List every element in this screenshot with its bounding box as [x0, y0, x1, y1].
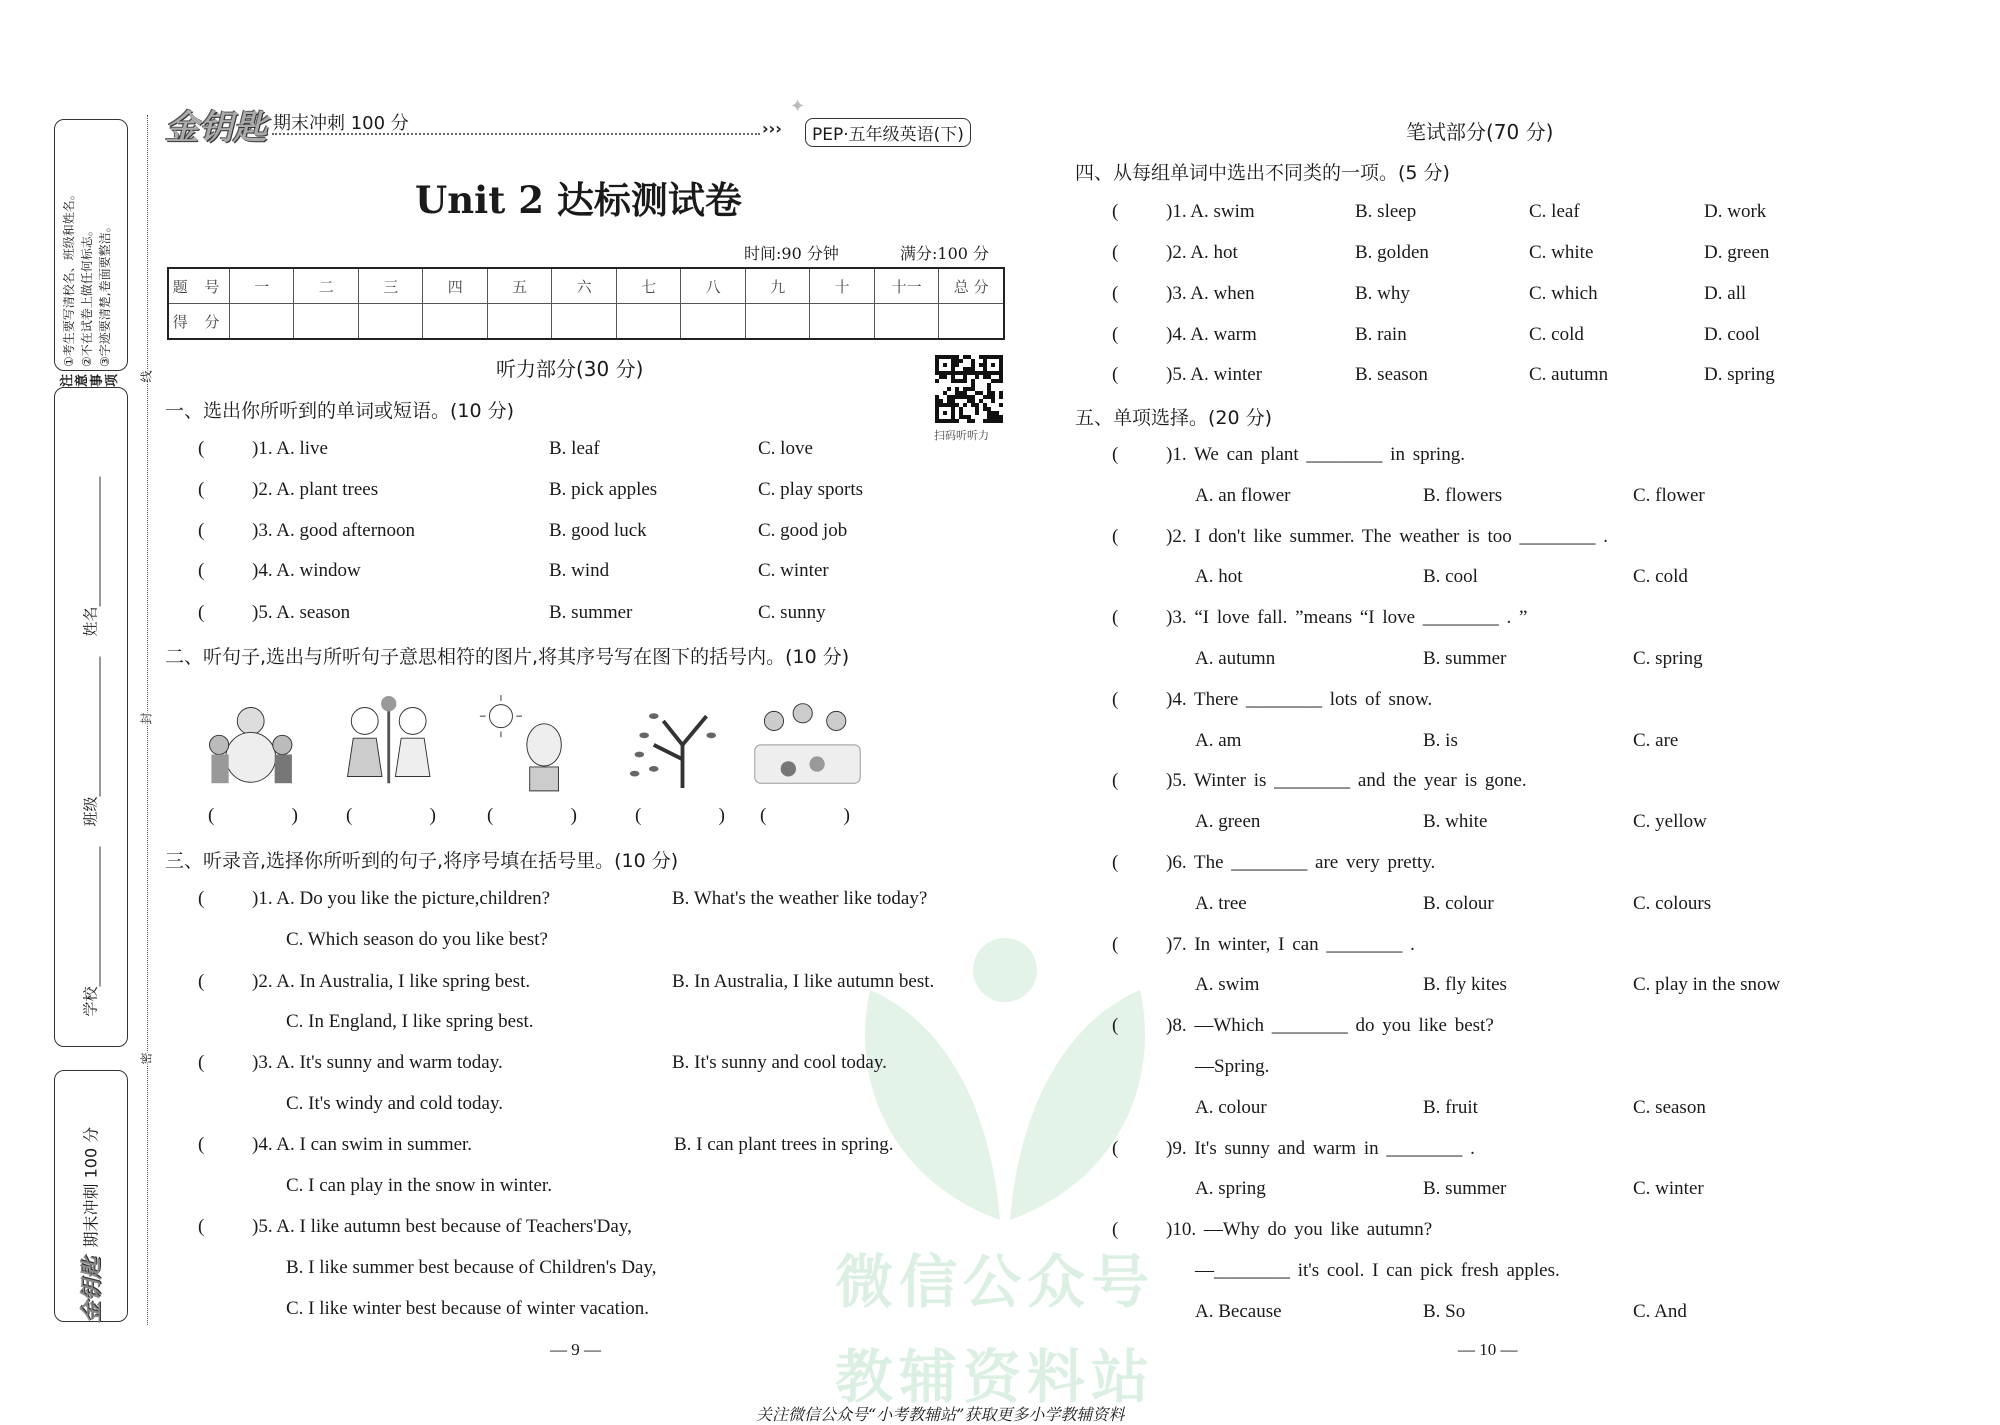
option-d[interactable]: D. all: [1704, 283, 1747, 304]
option-b[interactable]: B. leaf: [549, 438, 600, 459]
page-number-left: — 9 —: [550, 1340, 601, 1359]
option-c[interactable]: C. are: [1633, 729, 1679, 751]
option-b[interactable]: B. why: [1355, 283, 1410, 304]
sparkle-icon: ✦: [790, 96, 806, 116]
option-a[interactable]: A. autumn: [1195, 648, 1276, 669]
option-c[interactable]: C. cold: [1633, 566, 1688, 588]
option-b[interactable]: B. fly kites: [1423, 974, 1507, 996]
option-c[interactable]: C. cold: [1529, 324, 1584, 345]
option-a[interactable]: A. colour: [1195, 1096, 1267, 1118]
option-c[interactable]: C. play sports: [758, 479, 864, 500]
option-a[interactable]: A. swim: [1195, 974, 1260, 996]
score-input-cell[interactable]: [230, 304, 294, 340]
option-c[interactable]: C. good job: [758, 520, 848, 541]
option-b[interactable]: B. rain: [1355, 324, 1407, 345]
question-text: )6. The ________ are very pretty.: [1166, 852, 1436, 873]
question-option-b[interactable]: B. I can plant trees in spring.: [674, 1134, 894, 1155]
option-b[interactable]: B. wind: [549, 560, 610, 581]
school-input[interactable]: [80, 846, 101, 986]
answer-blank[interactable]: (: [1112, 364, 1119, 385]
question-text: )5. A. season: [252, 602, 351, 623]
question-text: )4. A. window: [252, 560, 361, 581]
name-label: 姓名: [81, 606, 100, 637]
option-c[interactable]: C. which: [1529, 283, 1598, 304]
answer-blank[interactable]: (: [198, 438, 205, 459]
score-input-cell[interactable]: [745, 304, 809, 340]
picture-snowman-icon: [198, 690, 313, 800]
picture-planting-trees-icon: [336, 690, 451, 800]
series-box: [54, 1070, 128, 1322]
option-a[interactable]: )1. A. swim: [1166, 201, 1255, 222]
option-b[interactable]: B. sleep: [1355, 201, 1417, 222]
page-title: Unit 2 达标测试卷: [415, 178, 742, 222]
score-header-cell: 三: [358, 268, 422, 304]
option-c[interactable]: C. sunny: [758, 602, 826, 623]
score-input-cell[interactable]: [294, 304, 358, 340]
notice-line: ②不在试卷上做任何标志。: [80, 224, 94, 367]
question-text: )3. A. good afternoon: [252, 520, 416, 541]
question-option-a[interactable]: )3. A. It's sunny and warm today.: [252, 1052, 503, 1073]
question-option-c[interactable]: C. Which season do you like best?: [286, 929, 548, 950]
option-b[interactable]: B. So: [1423, 1300, 1466, 1322]
question-option-b[interactable]: B. What's the weather like today?: [672, 888, 928, 909]
score-header-cell: 一: [230, 268, 294, 304]
notice-line: ③字迹要清楚,卷面要整洁。: [98, 220, 112, 367]
answer-blank[interactable]: (: [1112, 444, 1119, 465]
option-b[interactable]: B. is: [1423, 729, 1458, 751]
score-input-cell[interactable]: [358, 304, 422, 340]
page-number-right: — 10 —: [1458, 1340, 1518, 1359]
score-input-cell[interactable]: [681, 304, 745, 340]
option-a[interactable]: A. an flower: [1195, 484, 1291, 506]
question-text: )9. It's sunny and warm in ________ .: [1166, 1137, 1475, 1159]
option-b[interactable]: B. fruit: [1423, 1096, 1478, 1118]
answer-blank[interactable]: (: [198, 560, 205, 581]
score-row-label: 得 分: [168, 304, 230, 340]
score-header-cell: 五: [487, 268, 551, 304]
watermark-line2: 教辅资料站: [835, 1343, 1156, 1411]
answer-blank[interactable]: (: [198, 479, 205, 500]
listening-section-title: 听力部分(30 分): [496, 357, 644, 381]
option-c[interactable]: C. spring: [1633, 648, 1703, 669]
option-b[interactable]: B. golden: [1355, 242, 1429, 263]
question-option-a[interactable]: )4. A. I can swim in summer.: [252, 1134, 473, 1155]
answer-blank[interactable]: (: [1112, 242, 1119, 263]
option-c[interactable]: C. play in the snow: [1633, 974, 1781, 996]
question-text: )1. We can plant ________ in spring.: [1166, 444, 1465, 465]
answer-blank[interactable]: (: [198, 888, 205, 909]
option-a[interactable]: )5. A. winter: [1166, 364, 1263, 385]
series-title: 期末冲刺 100 分: [273, 113, 409, 134]
question-text: )5. Winter is ________ and the year is gone.: [1166, 770, 1527, 792]
section-1-heading: 一、选出你所听到的单词或短语。(10 分): [165, 400, 515, 422]
option-c[interactable]: C. leaf: [1529, 201, 1580, 222]
answer-blank[interactable]: (: [198, 971, 205, 992]
answer-blank[interactable]: (: [1112, 283, 1119, 304]
score-header-cell: 二: [294, 268, 358, 304]
score-header-cell: 总 分: [939, 268, 1004, 304]
footer-note: 关注微信公众号“小考教辅站”获取更多小学教辅资料: [756, 1405, 1125, 1424]
header-dotted-rule: [272, 133, 760, 135]
option-d[interactable]: D. green: [1704, 242, 1770, 263]
question-option-c[interactable]: C. It's windy and cold today.: [286, 1093, 503, 1114]
score-header-cell: 四: [423, 268, 487, 304]
answer-blank[interactable]: (: [1112, 770, 1119, 792]
watermark-line1: 微信公众号: [835, 1248, 1156, 1316]
score-header-cell: 七: [616, 268, 680, 304]
option-b[interactable]: B. season: [1355, 364, 1428, 385]
score-input-cell[interactable]: [423, 304, 487, 340]
score-header-cell: 十一: [874, 268, 938, 304]
picture-hot-sun-icon: [477, 690, 592, 800]
picture-answer-blank[interactable]: ( ): [760, 805, 850, 826]
score-input-cell[interactable]: [810, 304, 874, 340]
option-a[interactable]: A. tree: [1195, 892, 1247, 914]
question-extra-line: —________ it's cool. I can pick fresh apples.: [1195, 1260, 1560, 1281]
score-header-cell: 题 号: [168, 268, 230, 304]
option-a[interactable]: A. hot: [1195, 566, 1243, 588]
score-header-cell: 八: [681, 268, 745, 304]
qr-code-icon[interactable]: [935, 355, 1003, 423]
option-d[interactable]: D. cool: [1704, 324, 1760, 345]
option-a[interactable]: A. spring: [1195, 1178, 1266, 1200]
score-input-cell[interactable]: [616, 304, 680, 340]
writing-section-title: 笔试部分(70 分): [1406, 120, 1554, 144]
answer-blank[interactable]: (: [1112, 525, 1119, 547]
qr-caption: 扫码听听力: [934, 429, 989, 442]
notice-text: [60, 137, 120, 387]
answer-blank[interactable]: (: [1112, 1137, 1119, 1159]
score-table: [167, 267, 1005, 340]
exam-full-score: 满分:100 分: [900, 244, 990, 263]
exam-time: 时间:90 分钟: [744, 244, 839, 263]
question-option-a[interactable]: )1. A. Do you like the picture,children?: [252, 888, 551, 909]
option-b[interactable]: B. colour: [1423, 892, 1494, 914]
section-2-heading: 二、听句子,选出与所听句子意思相符的图片,将其序号写在图下的括号内。(10 分): [165, 646, 850, 668]
picture-answer-blank[interactable]: ( ): [487, 805, 577, 826]
score-input-cell[interactable]: [487, 304, 551, 340]
option-b[interactable]: B. pick apples: [549, 479, 658, 500]
notice-title: 注意事项: [60, 373, 120, 387]
margin-logo: 金钥匙: [79, 1257, 105, 1324]
cut-mark: 线: [139, 370, 154, 383]
option-a[interactable]: )3. A. when: [1166, 283, 1255, 304]
answer-blank[interactable]: (: [1112, 1219, 1119, 1241]
option-a[interactable]: A. am: [1195, 729, 1242, 751]
notice-box: [54, 119, 128, 387]
option-c[interactable]: C. winter: [1633, 1178, 1704, 1200]
section-5-heading: 五、单项选择。(20 分): [1075, 407, 1273, 429]
score-header-cell: 九: [745, 268, 809, 304]
picture-answer-blank[interactable]: ( ): [635, 805, 725, 826]
option-b[interactable]: B. white: [1423, 811, 1488, 833]
header-arrows-icon: ›››: [762, 119, 782, 138]
option-c[interactable]: C. colours: [1633, 892, 1712, 914]
answer-blank[interactable]: (: [198, 520, 205, 541]
answer-blank[interactable]: (: [198, 1134, 205, 1155]
picture-picnic-icon: [750, 690, 865, 800]
question-option-b[interactable]: B. It's sunny and cool today.: [672, 1052, 887, 1073]
option-b[interactable]: B. good luck: [549, 520, 647, 541]
section-4-heading: 四、从每组单词中选出不同类的一项。(5 分): [1075, 162, 1450, 184]
option-b[interactable]: B. summer: [549, 602, 633, 623]
section-3-heading: 三、听录音,选择你所听到的句子,将序号填在括号里。(10 分): [165, 850, 679, 872]
question-text: )1. A. live: [252, 438, 328, 459]
question-option-b[interactable]: B. I like summer best because of Children's Day,: [286, 1257, 657, 1278]
answer-blank[interactable]: (: [198, 602, 205, 623]
question-option-a[interactable]: )5. A. I like autumn best because of Teachers'Day,: [252, 1216, 632, 1237]
student-info-box: [54, 387, 128, 1047]
cut-mark: 密: [139, 1052, 154, 1065]
option-c[interactable]: C. yellow: [1633, 811, 1707, 833]
question-text: )10. —Why do you like autumn?: [1166, 1219, 1433, 1241]
picture-answer-blank[interactable]: ( ): [346, 805, 436, 826]
question-option-c[interactable]: C. I can play in the snow in winter.: [286, 1175, 552, 1196]
cut-mark: 封: [139, 712, 154, 725]
student-info-fields: [80, 417, 101, 1017]
option-a[interactable]: )4. A. warm: [1166, 324, 1257, 345]
option-b[interactable]: B. summer: [1423, 1178, 1507, 1200]
option-d[interactable]: D. spring: [1704, 364, 1775, 385]
notice-line: ①考生要写清校名、班级和姓名。: [62, 188, 76, 367]
option-c[interactable]: C. autumn: [1529, 364, 1609, 385]
answer-blank[interactable]: (: [198, 1216, 205, 1237]
option-d[interactable]: D. work: [1704, 201, 1767, 222]
question-text: )2. A. plant trees: [252, 479, 379, 500]
question-text: )3. “I love fall. ”means “I love ________ . ”: [1166, 607, 1528, 629]
answer-blank[interactable]: (: [198, 1052, 205, 1073]
score-input-cell[interactable]: [552, 304, 616, 340]
margin-series-text: 期末冲刺 100 分: [81, 1126, 101, 1248]
answer-blank[interactable]: (: [1112, 201, 1119, 222]
score-input-cell[interactable]: [939, 304, 1004, 340]
option-c[interactable]: C. season: [1633, 1096, 1706, 1118]
class-label: 班级: [81, 796, 100, 827]
option-c[interactable]: C. white: [1529, 242, 1594, 263]
name-input[interactable]: [80, 476, 101, 606]
option-c[interactable]: C. flower: [1633, 484, 1705, 506]
option-b[interactable]: B. cool: [1423, 566, 1478, 588]
picture-answer-blank[interactable]: ( ): [208, 805, 298, 826]
option-a[interactable]: )2. A. hot: [1166, 242, 1238, 263]
answer-blank[interactable]: (: [1112, 607, 1119, 629]
series-label: [75, 1074, 106, 1324]
question-text: )4. There ________ lots of snow.: [1166, 688, 1433, 710]
question-option-c[interactable]: C. In England, I like spring best.: [286, 1011, 534, 1032]
question-text: )8. —Which ________ do you like best?: [1166, 1015, 1494, 1037]
option-c[interactable]: C. winter: [758, 560, 829, 581]
option-a[interactable]: A. Because: [1195, 1300, 1282, 1322]
class-input[interactable]: [80, 656, 101, 796]
question-text: )7. In winter, I can ________ .: [1166, 933, 1415, 955]
question-extra-line: —Spring.: [1195, 1056, 1270, 1077]
picture-autumn-tree-icon: [625, 690, 740, 800]
question-option-a[interactable]: )2. A. In Australia, I like spring best.: [252, 971, 531, 992]
option-b[interactable]: B. summer: [1423, 648, 1507, 669]
option-b[interactable]: B. flowers: [1423, 484, 1503, 506]
answer-blank[interactable]: (: [1112, 688, 1119, 710]
school-label: 学校: [81, 986, 100, 1017]
question-text: )2. I don't like summer. The weather is too ________ .: [1166, 525, 1609, 547]
brand-logo: 金钥匙: [165, 108, 267, 148]
score-input-cell[interactable]: [874, 304, 938, 340]
question-option-b[interactable]: B. In Australia, I like autumn best.: [672, 971, 935, 992]
score-header-cell: 六: [552, 268, 616, 304]
score-header-cell: 十: [810, 268, 874, 304]
book-label: PEP·五年级英语(下): [805, 118, 971, 147]
option-c[interactable]: C. And: [1633, 1300, 1687, 1322]
option-a[interactable]: A. green: [1195, 811, 1261, 833]
option-c[interactable]: C. love: [758, 438, 813, 459]
question-option-c[interactable]: C. I like winter best because of winter vacation.: [286, 1298, 649, 1319]
answer-blank[interactable]: (: [1112, 324, 1119, 345]
answer-blank[interactable]: (: [1112, 933, 1119, 955]
answer-blank[interactable]: (: [1112, 1015, 1119, 1037]
answer-blank[interactable]: (: [1112, 852, 1119, 873]
